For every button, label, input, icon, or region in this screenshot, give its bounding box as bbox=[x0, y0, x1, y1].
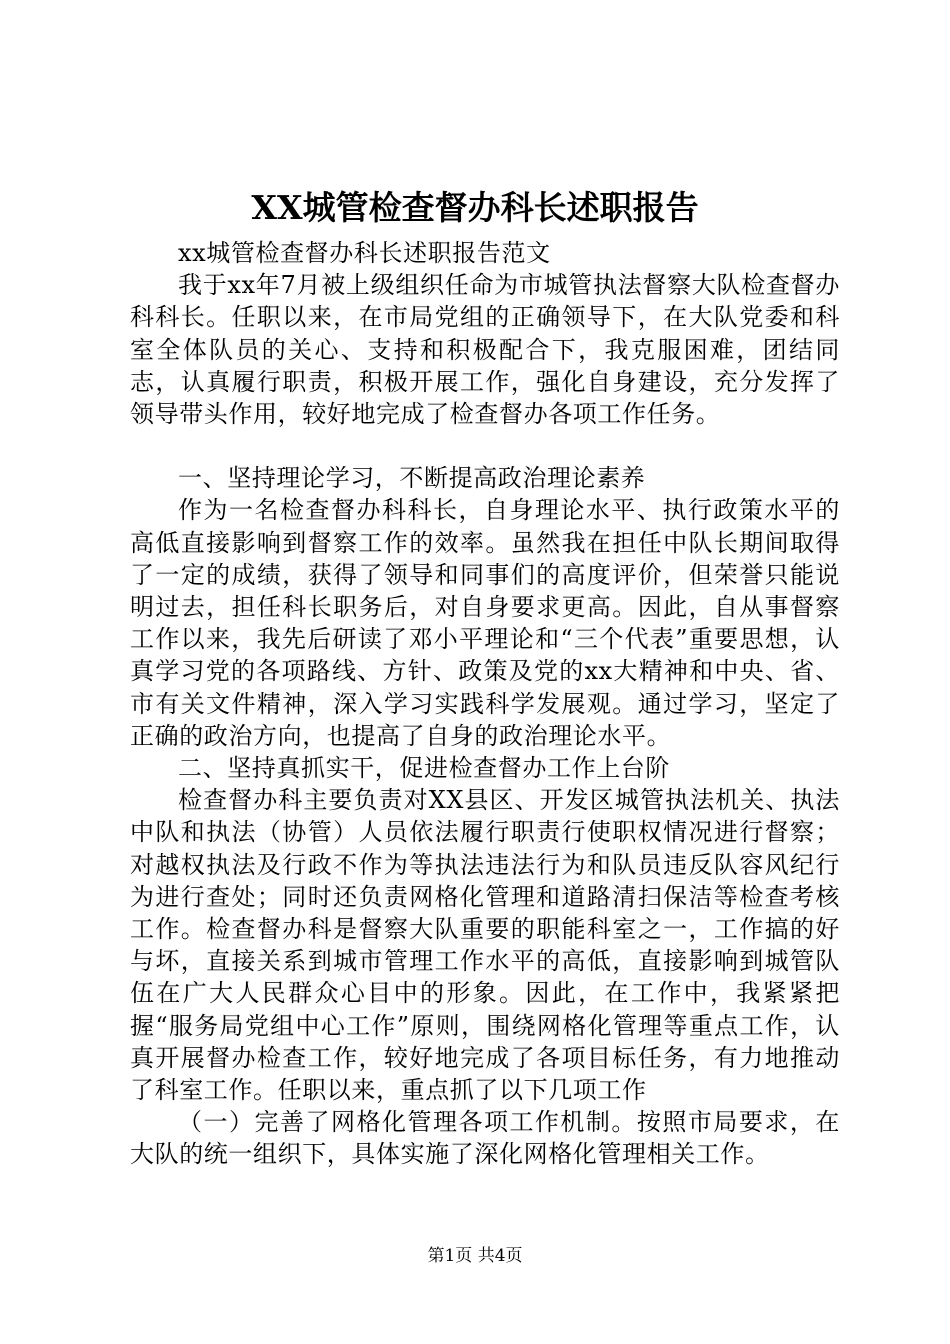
subsection-1-paragraph: （一）完善了网格化管理各项工作机制。按照市局要求，在大队的统一组织下，具体实施了深化网格化管理相关工作。 bbox=[130, 1108, 840, 1169]
section-1-paragraph: 作为一名检查督办科科长，自身理论水平、执行政策水平的高低直接影响到督察工作的效率。虽然我在担任中队长期间取得了一定的成绩，获得了领导和同事们的高度评价，但荣誉只能说明过去，担任科长职务后，对自身要求更高。因此，自从事督察工作以来，我先后研读了邓小平理论和“三个代表”重要思想，认真学习党的各项路线、方针、政策及党的xx大精神和中央、省、市有关文件精神，深入学习实践科学发展观。通过学习，坚定了正确的政治方向，也提高了自身的政治理论水平。 bbox=[130, 496, 840, 750]
section-2-paragraph: 检查督办科主要负责对XX县区、开发区城管执法机关、执法中队和执法（协管）人员依法履行职责行使职权情况进行督察；对越权执法及行政不作为等执法违法行为和队员违反队容风纪行为进行查处；同时还负责网格化管理和道路清扫保洁等检查考核工作。检查督办科是督察大队重要的职能科室之一，工作搞的好与坏，直接关系到城市管理工作水平的高低，直接影响到城管队伍在广大人民群众心目中的形象。因此，在工作中，我紧紧把握“服务局党组中心工作”原则，围绕网格化管理等重点工作，认真开展督办检查工作，较好地完成了各项目标任务，有力地推动了科室工作。任职以来，重点抓了以下几项工作 bbox=[130, 786, 840, 1105]
subtitle-paragraph: xx城管检查督办科长述职报告范文 bbox=[178, 239, 551, 267]
document-body bbox=[130, 237, 840, 1171]
page-footer: 第1页 共4页 bbox=[427, 1246, 523, 1266]
section-heading-1: 一、坚持理论学习，不断提高政治理论素养 bbox=[178, 464, 646, 493]
section-heading-2: 二、坚持真抓实干，促进检查督办工作上台阶 bbox=[178, 754, 670, 783]
intro-paragraph: 我于xx年7月被上级组织任命为市城管执法督察大队检查督办科科长。任职以来，在市局党组的正确领导下，在大队党委和科室全体队员的关心、支持和积极配合下，我克服困难，团结同志，认真履行职责，积极开展工作，强化自身建设，充分发挥了领导带头作用，较好地完成了检查督办各项工作任务。 bbox=[130, 271, 840, 429]
document-title: XX城管检查督办科长述职报告 bbox=[251, 188, 699, 227]
